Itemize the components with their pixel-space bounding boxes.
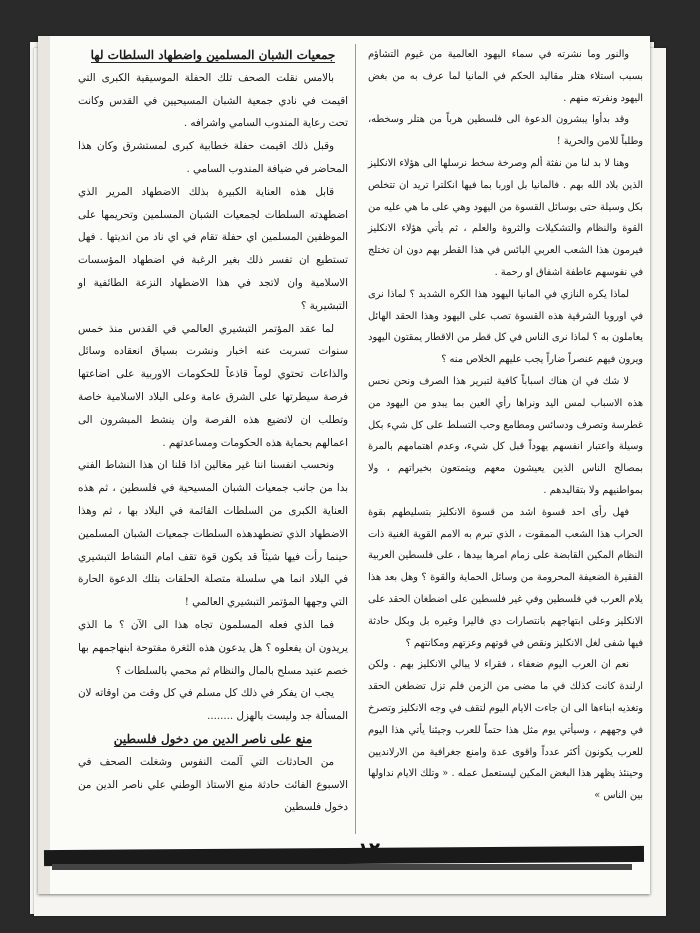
paragraph: يجب ان يفكر في ذلك كل مسلم في كل وقت من اوقاته لان المسألة جد وليست بالهزل ........ [78, 687, 348, 723]
article-heading-text: منع على ناصر الدين من دخول فلسطين [113, 731, 313, 746]
article-heading [78, 44, 348, 67]
paragraph: وهنا لا بد لنا من نفثة ألم وصرخة سخط نرسلها الى هؤلاء الانكليز الذين بلاد الله بهم . فالمانيا بل اوربا بما فيها انكلترا تريد ان تتخلص بكل وسيلة حتى بوسائل القسوة من اليهود وهي على ما هي عليه من القوة والنظام والتشكيلات والثروة والعلم ، ثم يأتي هؤلاء الانكليز فيرمون هذا الشعب العربي البائس في هذا القطر بهم دون ان تختلج في نفوسهم عاطفة اشفاق او رحمة . [368, 157, 643, 278]
paragraph: قابل هذه العناية الكبيرة بذلك الاضطهاد المرير الذي اضطهدته السلطات لجمعيات الشبان المسلمين وتحريمها على الموظفين المسلمين اي حفلة تقام في اي ناد من انديتها . فهل تستطيع ان تفسر ذلك بغير الرغبة في اضطهاد المؤسسات الاسلامية وان لاتجد في هذا الاضطهاد النزعة الطائفية او التبشيرية ؟ [78, 185, 348, 312]
left-column [78, 44, 348, 819]
document-page [38, 36, 650, 894]
binding-edge [38, 36, 50, 894]
paragraph: لماذا يكره النازي في المانيا اليهود هذا الكره الشديد ؟ لماذا نرى في اوروبا الشرقية هذه القسوة تصب على اليهود وهذا الحقد الهائل يعاملون به ؟ لماذا نرى الناس في كل قطر من الاقطار يمقتون اليهود ويرون فيهم عنصراً ضاراً يجب عليهم الخلاص منه ؟ [368, 288, 643, 366]
paragraph: لا شك في ان هناك اسباباً كافية لتبرير هذا الصرف ونحن نحس هذه الاسباب لمس اليد ونراها رأي العين بما يبدو من اليهود من غطرسة وتصرف ودسائس ومطامع وحب التسلط على كل شيء بكل وسيلة واعتبار انفسهم يهوداً قبل كل شيء، وعدم اهتمامهم بالمرة بمصالح الناس الذين يعيشون معهم ويتمتعون بخيراتهم ، ولا بمواطنيهم ولا بتقاليدهم . [368, 375, 643, 496]
paragraph: فما الذي فعله المسلمون تجاه هذا الى الآن ؟ ما الذي يريدون ان يفعلوه ؟ هل يدعون هذه الثغرة مفتوحة ابنهاجمهم بها خصم عنيد مسلح بالمال والنظام ثم محمي بالسلطات ؟ [78, 618, 348, 677]
scan-shadow-bar-lower [52, 864, 632, 870]
column-divider [355, 44, 356, 834]
paragraph: من الحادثات التي آلمت النفوس وشغلت الصحف في الاسبوع الفائت حادثة منع الاستاذ الوطني علي ناصر الدين من دخول فلسطين [78, 755, 348, 814]
paragraph: وقد بدأوا يبشرون الدعوة الى فلسطين هرباً من هتلر وسخطه، وطلباً للامن والحرية ! [368, 114, 643, 148]
paragraph: وقبل ذلك اقيمت حفلة خطابية كبرى لمستشرق وكان هذا المحاضر في ضيافة المندوب السامي . [78, 140, 348, 175]
paragraph: بالامس نقلت الصحف تلك الحفلة الموسيقية الكبرى التي اقيمت في نادي جمعية الشبان المسيحيين في القدس وكانت تحت رعاية المندوب السامي واشرافه . [78, 71, 348, 130]
paragraph: فهل رأى احد قسوة اشد من قسوة الانكليز بتسليطهم بقوة الحراب هذا الشعب الممقوت ، الذي تبرم به الامم القوية الغنية ذات النظام المكين القابضة على زمام امرها بيدها ، على فلسطين العربية الفقيرة الضعيفة المحرومة من وسائل الحماية والقوة ؟ وهل بعد هذا يلام العرب في فلسطين وفي غير فلسطين على اضطغان الحقد على الانكليز وعلى ابتهاجهم بانتصارات دي فاليرا وغيره بل وبكل حادثة فيها شفى لغل الانكليز ونقص في قوتهم وعزتهم ومكانتهم ؟ [368, 506, 643, 649]
article-heading [78, 728, 348, 751]
paragraph: ونحسب انفسنا اننا غير مغالين اذا قلنا ان هذا النشاط الفني بدا من جانب جمعيات الشبان المسيحية في فلسطين ، ثم هذه العناية الكبرى من السلطات القائمة في البلاد بها ، ثم وهذا الاضطهاد الذي تضطهدهذه السلطات جمعيات الشبان المسلمين حينما رأت فيها شيئاً قد يكون قوة تقف امام النشاط التبشيري في البلاد انما هي سلسلة متصلة الحلقات بتلك الدعوة الحارة التي وجهها المؤتمر التبشيري العالمي ! [78, 459, 348, 609]
article-heading-text: جمعيات الشبان المسلمين واضطهاد السلطات لها [90, 48, 336, 62]
paragraph: لما عقد المؤتمر التبشيري العالمي في القدس منذ خمس سنوات تسربت عنه اخبار ونشرت بسياق انعقاده وسائل والذاعات تحتوي لوماً قاذعاً للحكومات الاوربية على اضاعتها فرصة سيطرتها على الشرق عامة وعلى البلاد الاسلامية خاصة وتطلب ان لاتضيع هذه الفرصة وان ينشط المبشرون الى اعمالهم بحماية هذه الحكومات ومساعدتهم . [78, 322, 348, 449]
paragraph: والنور وما نشرته في سماء اليهود العالمية من غيوم التشاؤم بسبب استلاء هتلر مقاليد الحكم في المانيا لما عرف به من بغض اليهود ونفرته منهم . [368, 49, 643, 104]
right-column [368, 44, 643, 807]
paragraph: نعم ان العرب اليوم ضعفاء ، فقراء لا يبالي الانكليز بهم . ولكن ارلندة كانت كذلك في ما مضى من الزمن فلم تزل تضطغن الحقد وتغذيه ابناءها الى ان جاءت الايام اليوم لتقف في وجه الانكليز وتصرخ في وجههم ، وسيأتي يوم مثل هذا حتماً للعرب وجيئنا يأتي هذا اليوم للعرب يكونون أكثر عدداً واقوى عدة وامنع جغرافية من الارلانديين وحينئذ يظهر هذا البغض المكين ليستعمل عمله . « وتلك الايام نداولها بين الناس » [368, 659, 643, 802]
